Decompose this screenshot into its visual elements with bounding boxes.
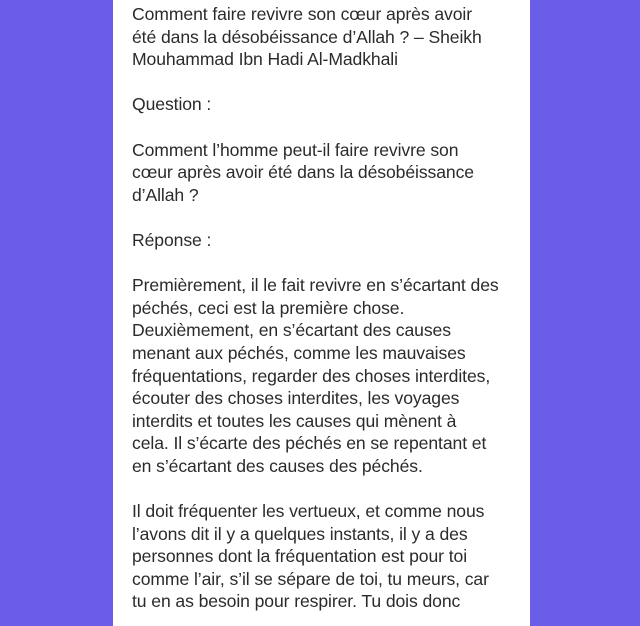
answer-line: cela. Il s’écarte des péchés en se repentant et (132, 433, 487, 454)
question-label-text: Question : (132, 94, 212, 115)
article-content (132, 3, 524, 626)
title-line: Comment faire revivre son cœur après avoir (132, 4, 472, 24)
continuation-line: tu en as besoin pour respirer. Tu dois donc (132, 591, 461, 612)
title-line: été dans la désobéissance d’Allah ? – Sheikh (132, 26, 482, 47)
question-line: d’Allah ? (132, 184, 199, 205)
question-line: cœur après avoir été dans la désobéissance (132, 162, 474, 183)
answer-label (132, 229, 524, 252)
answer-line: Deuxièmement, en s’écartant des causes (132, 320, 451, 341)
answer-line: Premièrement, il le fait revivre en s’écartant des (132, 275, 499, 296)
answer-line: fréquentations, regarder des choses interdites, (132, 365, 491, 386)
article-page (113, 0, 530, 626)
question-text (132, 139, 524, 207)
continuation-line: l’avons dit il y a quelques instants, il y a des (132, 523, 468, 544)
title-line: Mouhammad Ibn Hadi Al-Madkhali (132, 49, 398, 70)
answer-line: écouter des choses interdites, les voyages (132, 388, 460, 409)
continuation-text (132, 500, 524, 613)
continuation-line: Il doit fréquenter les vertueux, et comme nous (132, 501, 485, 522)
continuation-line: personnes dont la fréquentation est pour toi (132, 546, 468, 567)
answer-line: en s’écartant des causes des péchés. (132, 455, 423, 476)
question-line: Comment l’homme peut-il faire revivre son (132, 139, 459, 160)
answer-label-text: Réponse : (132, 229, 212, 250)
article-title (132, 3, 524, 71)
answer-line: menant aux péchés, comme les mauvaises (132, 342, 466, 363)
continuation-line: comme l’air, s’il se sépare de toi, tu meurs, car (132, 568, 489, 589)
answer-line: interdits et toutes les causes qui mènent à (132, 410, 457, 431)
question-label (132, 93, 524, 116)
answer-line: péchés, ceci est la première chose. (132, 297, 405, 318)
answer-text (132, 274, 524, 477)
